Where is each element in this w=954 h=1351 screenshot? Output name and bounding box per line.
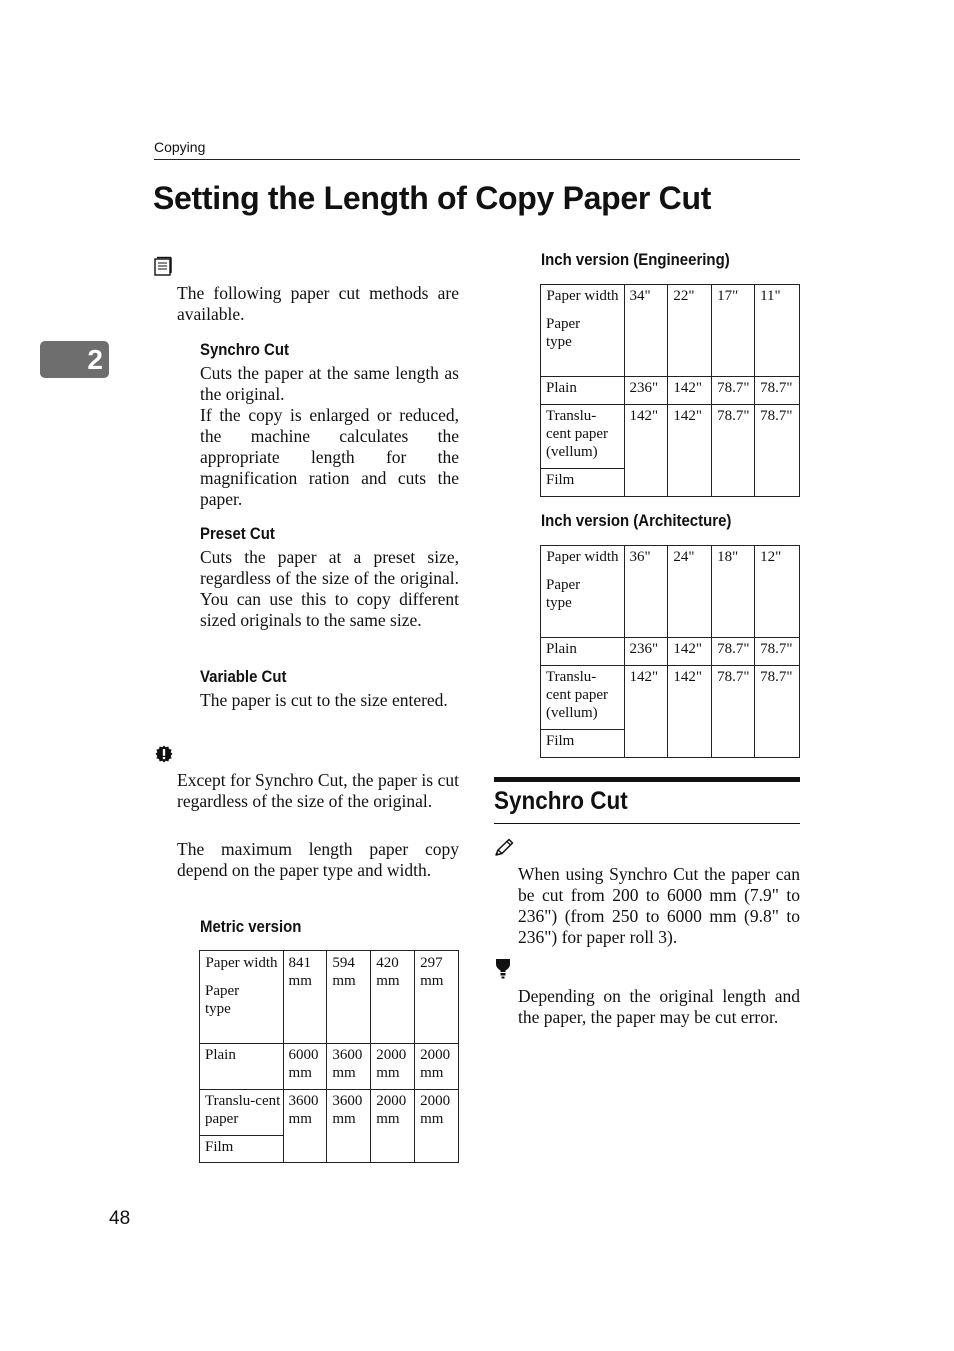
header-cell bbox=[200, 951, 284, 1044]
type-label: Paper type bbox=[205, 983, 240, 1017]
limitation-icon bbox=[494, 958, 512, 980]
table-row bbox=[200, 1090, 459, 1136]
value-cell: 2000 mm bbox=[415, 1090, 459, 1163]
inch-arch-table bbox=[540, 545, 800, 758]
header-cell bbox=[541, 285, 625, 377]
value-cell: 78.7" bbox=[712, 377, 755, 405]
value-cell: 78.7" bbox=[712, 405, 755, 497]
value-cell: 142" bbox=[624, 405, 668, 497]
page-number: 48 bbox=[109, 1208, 131, 1229]
method-desc: The paper is cut to the size entered. bbox=[200, 690, 448, 710]
synchro-note: When using Synchro Cut the paper can be cut from 200 to 6000 mm (7.9" to 236") (from 250 to 6000 mm (9.8" to 236") for paper roll 3). bbox=[518, 864, 800, 947]
intro-text: The following paper cut methods are available. bbox=[177, 283, 459, 324]
value-cell: 78.7" bbox=[712, 666, 755, 758]
method-desc: Cuts the paper at a preset size, regardless of the size of the original. You can use this to copy different sized originals to the same size. bbox=[200, 547, 459, 630]
header-rule bbox=[154, 159, 800, 160]
metric-table bbox=[199, 950, 459, 1163]
width-label: Paper width bbox=[546, 549, 619, 565]
type-cell: Film bbox=[541, 469, 625, 497]
table-row bbox=[541, 666, 800, 730]
value-cell: 236" bbox=[624, 377, 668, 405]
width-cell: 594 mm bbox=[327, 951, 371, 1044]
value-cell: 6000 mm bbox=[283, 1044, 327, 1090]
section-rule-top bbox=[494, 777, 800, 782]
method-heading: Synchro Cut bbox=[200, 340, 289, 359]
important-para-1: Except for Synchro Cut, the paper is cut regardless of the size of the original. bbox=[177, 770, 459, 811]
inch-arch-table-heading: Inch version (Architecture) bbox=[541, 511, 732, 530]
width-label: Paper width bbox=[205, 955, 278, 971]
metric-table-heading: Metric version bbox=[200, 917, 302, 936]
type-cell: Translu-cent paper bbox=[200, 1090, 284, 1136]
width-cell: 11" bbox=[755, 285, 800, 377]
type-cell: Film bbox=[200, 1136, 284, 1163]
value-cell: 78.7" bbox=[755, 377, 800, 405]
value-cell: 236" bbox=[624, 638, 668, 666]
type-cell: Plain bbox=[200, 1044, 284, 1090]
value-cell: 78.7" bbox=[755, 638, 800, 666]
page-title: Setting the Length of Copy Paper Cut bbox=[153, 180, 712, 216]
running-header: Copying bbox=[154, 139, 206, 155]
chapter-tab: 2 bbox=[40, 341, 109, 378]
value-cell: 142" bbox=[668, 666, 712, 758]
pencil-note-icon bbox=[494, 838, 514, 858]
value-cell: 2000 mm bbox=[415, 1044, 459, 1090]
table-row bbox=[541, 405, 800, 469]
inch-eng-table bbox=[540, 284, 800, 497]
value-cell: 78.7" bbox=[755, 405, 800, 497]
method-desc: Cuts the paper at the same length as the original. If the copy is enlarged or reduced, the machine calculates the appropriate length for the magnification ration and cuts the paper. bbox=[200, 363, 459, 509]
table-row bbox=[541, 638, 800, 666]
width-cell: 24" bbox=[668, 546, 712, 638]
width-cell: 22" bbox=[668, 285, 712, 377]
value-cell: 3600 mm bbox=[327, 1044, 371, 1090]
value-cell: 78.7" bbox=[712, 638, 755, 666]
width-cell: 12" bbox=[755, 546, 800, 638]
table-header-row bbox=[200, 951, 459, 1044]
important-para-2: The maximum length paper copy depend on the paper type and width. bbox=[177, 839, 459, 880]
width-cell: 420 mm bbox=[371, 951, 415, 1044]
value-cell: 2000 mm bbox=[371, 1090, 415, 1163]
type-cell: Film bbox=[541, 730, 625, 758]
table-header-row bbox=[541, 285, 800, 377]
method-heading: Variable Cut bbox=[200, 667, 287, 686]
inch-eng-table-heading: Inch version (Engineering) bbox=[541, 250, 730, 269]
value-cell: 142" bbox=[668, 638, 712, 666]
value-cell: 142" bbox=[668, 405, 712, 497]
section-rule-bottom bbox=[494, 823, 800, 824]
type-cell: Translu-cent paper (vellum) bbox=[541, 405, 625, 469]
value-cell: 142" bbox=[624, 666, 668, 758]
type-cell: Plain bbox=[541, 638, 625, 666]
value-cell: 142" bbox=[668, 377, 712, 405]
important-icon bbox=[155, 744, 173, 764]
note-icon bbox=[154, 256, 172, 276]
table-row bbox=[541, 377, 800, 405]
width-cell: 34" bbox=[624, 285, 668, 377]
width-cell: 17" bbox=[712, 285, 755, 377]
width-cell: 297 mm bbox=[415, 951, 459, 1044]
width-label: Paper width bbox=[546, 288, 619, 304]
value-cell: 2000 mm bbox=[371, 1044, 415, 1090]
table-header-row bbox=[541, 546, 800, 638]
width-cell: 18" bbox=[712, 546, 755, 638]
type-label: Paper type bbox=[546, 577, 581, 611]
type-cell: Translu-cent paper (vellum) bbox=[541, 666, 625, 730]
synchro-limitation: Depending on the original length and the paper, the paper may be cut error. bbox=[518, 986, 800, 1027]
section-title: Synchro Cut bbox=[494, 787, 628, 815]
header-cell bbox=[541, 546, 625, 638]
value-cell: 3600 mm bbox=[327, 1090, 371, 1163]
value-cell: 78.7" bbox=[755, 666, 800, 758]
method-heading: Preset Cut bbox=[200, 524, 275, 543]
type-cell: Plain bbox=[541, 377, 625, 405]
type-label: Paper type bbox=[546, 316, 581, 350]
width-cell: 36" bbox=[624, 546, 668, 638]
table-row bbox=[200, 1044, 459, 1090]
width-cell: 841 mm bbox=[283, 951, 327, 1044]
value-cell: 3600 mm bbox=[283, 1090, 327, 1163]
